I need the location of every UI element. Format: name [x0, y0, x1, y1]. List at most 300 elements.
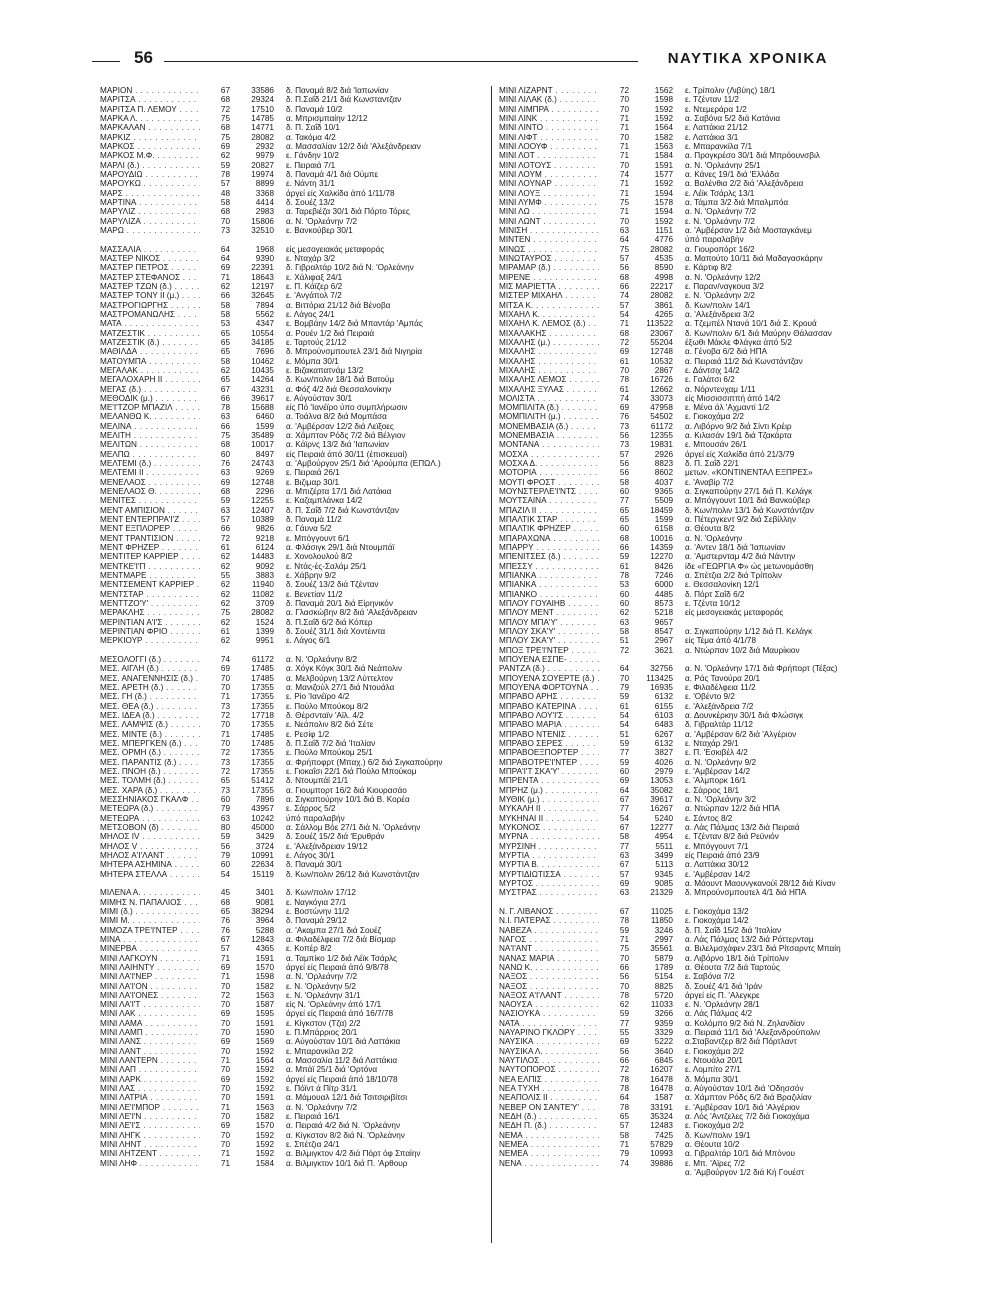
- ship-row: [499, 151, 864, 160]
- tonnage: 8426: [654, 561, 673, 571]
- position-note: δ. Μπρούνσμπουτελ 23/1 διά Νιγηρία: [286, 347, 423, 357]
- year-built: 72: [619, 1065, 629, 1075]
- ship-name: ΜΙΝΙ ΛΥΜΦ . . .: [499, 198, 599, 207]
- year-built: 60: [220, 449, 230, 459]
- position-note: α. Λιβόρνο 9/2 διά Σίντι Κρέιρ: [685, 421, 792, 431]
- ship-row: [499, 412, 864, 421]
- position-note: ε. Νταχάρ 29/1: [685, 738, 739, 748]
- ship-name: ΜΑΣΤΕΡ ΠΕΤΡΟΣ . . .: [100, 263, 200, 272]
- ship-name: ΜΕΣ. ΠΑΡΑΝΤΙΣ (δ.) . . .: [100, 758, 200, 767]
- ship-name: ΝΑΥΑΡΙΝΟ ΓΚΛΟΡΥ . . .: [499, 1028, 599, 1037]
- position-note: ε. Κίγκστον (Τζα) 2/2: [286, 1018, 361, 1028]
- year-built: 62: [220, 281, 230, 291]
- year-built: 72: [220, 766, 230, 776]
- position-note: α. 'Αντεν 18/1 διά 'Ιαπωνίαν: [685, 543, 786, 553]
- ship-row: [499, 431, 864, 440]
- ship-name: ΜΙΧΑΛΗΣ ΛΕΜΟΣ . . .: [499, 375, 599, 384]
- ship-row: [499, 851, 864, 860]
- tonnage: 1591: [654, 160, 673, 170]
- year-built: 54: [619, 813, 629, 823]
- position-note: α. Αύγούσταν 10/1 διά 'Οδησσόν: [685, 1084, 804, 1094]
- ship-name: ΝΑΤΑ . . .: [499, 1019, 599, 1028]
- year-built: 74: [619, 1158, 629, 1168]
- ship-name: ΜΕΝΤ ΑΜΠΙΣΙΟΝ . . .: [100, 506, 200, 515]
- year-built: 59: [619, 738, 629, 748]
- year-built: 64: [619, 664, 629, 674]
- position-note: ε. Π. 'Εσκιβέλ 4/2: [685, 748, 748, 758]
- ship-row: [499, 506, 864, 515]
- ship-name: ΜΕΛΠΩ . . .: [100, 450, 200, 459]
- ship-row: [499, 730, 864, 739]
- ship-name: ΜΠΡΑΒΟΕΞΠΟΡΤΕΡ . . .: [499, 748, 599, 757]
- ship-name: ΡΑΝΤΖΑ (δ.) . . .: [499, 664, 599, 673]
- position-note: έξωθι Μάκλε Φλάγκα άπό 5/2: [685, 337, 792, 347]
- tonnage: 12662: [650, 384, 673, 394]
- year-built: 53: [220, 319, 230, 329]
- year-built: 77: [619, 496, 629, 506]
- tonnage: 1598: [654, 95, 673, 105]
- ship-name: ΜΕΣ. ΟΡΜΗ (δ.) . . .: [100, 748, 200, 757]
- year-built: 71: [220, 692, 230, 702]
- ship-name: ΜΥΡΤΟΣ . . .: [499, 879, 599, 888]
- year-built: 51: [619, 729, 629, 739]
- year-built: 69: [220, 1009, 230, 1019]
- position-note: α. Τζεμπέλ Ντανά 10/1 διά Σ. Κρουά: [685, 319, 817, 329]
- tonnage: 2926: [654, 449, 673, 459]
- position-note: α. Θέουτα 8/2: [685, 524, 735, 534]
- ship-name: ΜΑΣΤΡΟΜΑΝΩΛΗΣ . . .: [100, 310, 200, 319]
- tonnage: 16267: [650, 804, 673, 814]
- year-built: 75: [619, 944, 629, 954]
- tonnage: 3429: [255, 832, 274, 842]
- year-built: 70: [619, 160, 629, 170]
- ship-row: [100, 506, 465, 515]
- position-note: α. 'Αμβούργον 1/2 διά Κή Γουέστ: [685, 1168, 805, 1178]
- ship-name: ΜΠΑΡΑΧΩΝΑ . . .: [499, 534, 599, 543]
- ship-row: [100, 133, 465, 142]
- position-note: ε. Ν. 'Ορλεάνην 2/2: [685, 291, 755, 301]
- ship-name: ΜΑΡΙΤΣΑ Π. ΛΕΜΟΥ . . .: [100, 105, 200, 114]
- ship-name: ΜΟΛΙΣΤΑ . . .: [499, 394, 599, 403]
- tonnage: 8573: [654, 599, 673, 609]
- year-built: 72: [619, 645, 629, 655]
- year-built: 71: [220, 1056, 230, 1066]
- ship-name: ΜΠΡΑΒΟΤΡΕ'Ι'ΝΤΕΡ . . .: [499, 758, 599, 767]
- ship-row: [100, 972, 465, 981]
- ship-name: ΜΙΜΟΖΑ ΤΡΕ'Ι'ΝΤΕΡ . . .: [100, 926, 200, 935]
- ship-name: ΜΑΣΤΕΡ ΤΟΝΥ ΙΙ (μ.) . . .: [100, 291, 200, 300]
- tonnage: 28082: [251, 132, 274, 142]
- ship-row: [499, 170, 864, 179]
- year-built: 68: [220, 123, 230, 133]
- ship-name: ΜΠΛΟΥ ΣΚΑ'Υ' . . .: [499, 636, 599, 645]
- ship-name: ΜΙΝΙ ΛΗΝΤ . . .: [100, 1140, 200, 1149]
- year-built: 70: [220, 216, 230, 226]
- ship-row: [100, 786, 465, 795]
- tonnage: 1399: [255, 627, 274, 637]
- tonnage: 10242: [251, 813, 274, 823]
- ship-row: [499, 618, 864, 627]
- year-built: 51: [619, 636, 629, 646]
- ship-name: ΜΠΙΑΝΚΟ . . .: [499, 590, 599, 599]
- year-built: 73: [619, 440, 629, 450]
- position-note: ε. Γιοκοχάμα 2/2: [685, 412, 744, 422]
- group-spacer: [499, 898, 864, 907]
- position-note: α. Μπρισμπαίην 12/12: [286, 113, 368, 123]
- ship-row: [100, 86, 465, 95]
- ship-name: ΜΕΝΤ ΦΡΗΖΕΡ . . .: [100, 543, 200, 552]
- position-note: ε. Ντουάλα 20/1: [685, 1056, 743, 1066]
- position-note: μετων. «ΚΟΝΤΙΝΕΝΤΑΛ ΕΞΠΡΕΣ»: [685, 468, 813, 478]
- year-built: 69: [220, 962, 230, 972]
- year-built: 71: [220, 953, 230, 963]
- tonnage: 1578: [654, 197, 673, 207]
- ship-row: [100, 720, 465, 729]
- year-built: 54: [619, 720, 629, 730]
- ship-row: [100, 273, 465, 282]
- ship-name: ΜΟΝΕΜΒΑΣΙΑ . . .: [499, 431, 599, 440]
- ship-row: [499, 254, 864, 263]
- tonnage: 6132: [654, 692, 673, 702]
- position-note: δ. Παναμά 11/2: [286, 515, 342, 525]
- year-built: 70: [220, 1046, 230, 1056]
- ship-name: ΜΕΝΕΛΑΟΣ Θ. . . .: [100, 487, 200, 496]
- position-note: α. Γάυνα 5/2: [286, 524, 332, 534]
- position-note: α. Σιγκαπούρην 1/12 διά Π. Κελάγκ: [685, 627, 813, 637]
- tonnage: 35324: [650, 1112, 673, 1122]
- ship-row: [100, 982, 465, 991]
- ship-row: [100, 963, 465, 972]
- year-built: 69: [220, 141, 230, 151]
- ship-row: [100, 991, 465, 1000]
- tonnage: 1592: [255, 1149, 274, 1159]
- ship-name: Ν.Ι. ΠΑΤΕΡΑΣ . . .: [499, 916, 599, 925]
- ship-row: [100, 114, 465, 123]
- tonnage: 28082: [650, 244, 673, 254]
- year-built: 78: [619, 916, 629, 926]
- tonnage: 11850: [650, 916, 673, 926]
- tonnage: 3964: [255, 916, 274, 926]
- ship-name: ΜΙΝΤΕΝ . . .: [499, 235, 599, 244]
- ship-row: [499, 543, 864, 552]
- ship-row: [100, 123, 465, 132]
- ship-row: [499, 748, 864, 757]
- ship-name: ΝΕΜΑ . . .: [499, 1131, 599, 1140]
- ship-row: [499, 963, 864, 972]
- tonnage: 21329: [650, 888, 673, 898]
- tonnage: 1592: [255, 1130, 274, 1140]
- year-built: 57: [619, 253, 629, 263]
- year-built: 64: [220, 244, 230, 254]
- position-note: α. Ρουέν 1/2 διά Πειραιά: [286, 328, 375, 338]
- position-note: α. Γιουροπόρτ 16/2: [685, 244, 755, 254]
- tonnage: 9979: [255, 151, 274, 161]
- position-note: α. Βαλένθια 2/2 διά 'Αλεξάνδρεια: [685, 179, 804, 189]
- ship-name: ΜΑΡΚΟΣ . . .: [100, 142, 200, 151]
- group-spacer: [100, 235, 465, 244]
- ship-name: ΜΕΡΚΙΟΥΡ . . .: [100, 636, 200, 645]
- year-built: 67: [220, 934, 230, 944]
- position-note: άργεί είς Πειραιά άπό 18/10/78: [286, 1074, 398, 1084]
- ship-row: [499, 142, 864, 151]
- year-built: 70: [619, 95, 629, 105]
- ship-name: ΜΕΣΟΛΟΓΓΙ (δ.) . . .: [100, 655, 200, 664]
- ship-row: [100, 1131, 465, 1140]
- ship-name: ΜΑΡΛΙ (δ.) . . .: [100, 161, 200, 170]
- position-note: ε. 'Αναβίρ 7/2: [685, 477, 734, 487]
- ship-row: [100, 151, 465, 160]
- ship-row: [499, 282, 864, 291]
- position-note: ε. Λάγος 24/1: [286, 309, 335, 319]
- tonnage: 5154: [654, 972, 673, 982]
- year-built: 62: [220, 580, 230, 590]
- position-note: ε. Π. Κάϊζερ 6/2: [286, 281, 343, 291]
- ship-row: [499, 114, 864, 123]
- position-note: α. Ν. 'Ορλεάνην 9/2: [685, 757, 757, 767]
- ship-name: ΝΕΔΗ (δ.) . . .: [499, 1112, 599, 1121]
- year-built: 69: [220, 263, 230, 273]
- ship-row: [499, 105, 864, 114]
- year-built: 73: [220, 701, 230, 711]
- position-note: α. Ν. 'Ορλεάνην 25/1: [685, 160, 761, 170]
- tonnage: 17510: [251, 104, 274, 114]
- tonnage: 9085: [654, 878, 673, 888]
- position-note: α. 'Αλεξάνδρεια 3/2: [685, 309, 755, 319]
- ship-row: [499, 823, 864, 832]
- tonnage: 3861: [654, 300, 673, 310]
- position-note: α. Φρήποφρτ (Μπαχ.) 6/2 διά Σιγκαπούρην: [286, 757, 443, 767]
- tonnage: 8547: [654, 627, 673, 637]
- year-built: 60: [220, 860, 230, 870]
- year-built: 59: [619, 692, 629, 702]
- tonnage: 12748: [650, 347, 673, 357]
- tonnage: 5509: [654, 496, 673, 506]
- tonnage: 45000: [251, 822, 274, 832]
- ship-row: [100, 776, 465, 785]
- tonnage: 6000: [654, 580, 673, 590]
- ship-name: ΜΠΑΖΙΛ ΙΙ . . .: [499, 506, 599, 515]
- ship-name: ΜΠΟΥΕΝΑ ΕΣΠΕ- . . .: [499, 655, 599, 664]
- ship-row: [499, 1047, 864, 1056]
- ship-row: [100, 1000, 465, 1009]
- year-built: 73: [619, 421, 629, 431]
- ship-row: [100, 245, 465, 254]
- ship-row: [499, 860, 864, 869]
- ship-name: ΜΠΙΑΝΚΑ . . .: [499, 571, 599, 580]
- position-note: ε. Βιζακαπατνάμ 13/2: [286, 365, 364, 375]
- year-built: 73: [220, 757, 230, 767]
- year-built: 69: [220, 1074, 230, 1084]
- group-spacer: [100, 646, 465, 655]
- tonnage: 3246: [654, 925, 673, 935]
- year-built: 55: [220, 571, 230, 581]
- year-built: 61: [220, 627, 230, 637]
- year-built: 62: [220, 151, 230, 161]
- ship-name: ΝΑΞΟΣ . . .: [499, 972, 599, 981]
- year-built: 66: [220, 421, 230, 431]
- position-note: δ. Πόρτ Σαΐδ 6/2: [685, 589, 745, 599]
- ship-name: ΜΠΡΕΝΤΑ . . .: [499, 776, 599, 785]
- position-note: ε. Σάρρος 5/2: [286, 804, 336, 814]
- position-note: ε. Ρεσίφ 1/2: [286, 729, 330, 739]
- position-note: δ. Κων/πολιν 17/12: [286, 888, 356, 898]
- tonnage: 8602: [654, 468, 673, 478]
- position-note: ε. Ν. 'Ορλεάνην 5/2: [286, 981, 356, 991]
- ship-row: [100, 627, 465, 636]
- position-note: α. Γένοβα 6/2 διά ΗΠΑ: [685, 347, 768, 357]
- ship-row: [100, 702, 465, 711]
- ship-row: [499, 683, 864, 692]
- ship-row: [499, 1093, 864, 1102]
- year-built: 68: [220, 487, 230, 497]
- ship-row: [100, 860, 465, 869]
- position-note: α. Θέουτα 7/2 διά Ταρτούς: [685, 962, 780, 972]
- ship-row: [100, 422, 465, 431]
- ship-name: ΜΕΝΤ ΤΡΑΝΤΙΣΙΟΝ . . .: [100, 534, 200, 543]
- year-built: 77: [619, 748, 629, 758]
- ship-row: [100, 711, 465, 720]
- tonnage: 3329: [654, 1028, 673, 1038]
- position-note: είς Πό 'Ιανέϊρο ύπο συμπλήρωσιν: [286, 403, 408, 413]
- ship-name: ΜΕΝΤ ΕΞΠΛΟΡΕΡ . . .: [100, 524, 200, 533]
- ship-row: [499, 1000, 864, 1009]
- ship-row: [499, 366, 864, 375]
- tonnage: 12277: [650, 822, 673, 832]
- position-note: α. Κιλασάν 19/1 διά Τζακάρτα: [685, 431, 792, 441]
- position-note: δ. Π. Σαΐδ 7/2 διά Κωνστάντζαν: [286, 505, 399, 515]
- ship-name: ΜΙΧΑΛΗΣ (μ.) . . .: [499, 338, 599, 347]
- tonnage: 14771: [251, 123, 274, 133]
- ship-row: [100, 347, 465, 356]
- tonnage: 19831: [650, 440, 673, 450]
- tonnage: 39886: [650, 1158, 673, 1168]
- position-note: α. Μπιζέρτα 17/1 διά Λατάκια: [286, 487, 392, 497]
- tonnage: 6132: [654, 738, 673, 748]
- tonnage: 1592: [255, 1074, 274, 1084]
- year-built: 69: [220, 1121, 230, 1131]
- tonnage: 17485: [251, 729, 274, 739]
- ship-name: ΜΙΝΩΤΑΥΡΟΣ . . .: [499, 254, 599, 263]
- tonnage: 2867: [654, 365, 673, 375]
- ship-row: [499, 235, 864, 244]
- tonnage: 1592: [255, 1140, 274, 1150]
- ship-row: [499, 711, 864, 720]
- position-note: ε. Δάντσιχ 14/2: [685, 365, 740, 375]
- tonnage: 9092: [255, 561, 274, 571]
- year-built: 70: [220, 1130, 230, 1140]
- ship-name: ΜΟΝΤΑΝΑ . . .: [499, 440, 599, 449]
- year-built: 68: [619, 533, 629, 543]
- year-built: 60: [619, 599, 629, 609]
- position-note: ε. Σπέτζια 24/1: [286, 1140, 340, 1150]
- ship-name: ΜΙΝΙ ΛΑΓΚΟΥΝ . . .: [100, 954, 200, 963]
- year-built: 59: [220, 832, 230, 842]
- position-note: ε. Πούλο Μπούκομ 8/2: [286, 701, 369, 711]
- ship-name: ΜΕΣ. ΜΙΝΤΕ (δ.) . . .: [100, 730, 200, 739]
- ship-name: ΜΕΝΤ ΕΝΤΕΡΠΡΑ'Ι'Ζ . . .: [100, 515, 200, 524]
- ship-row: [100, 301, 465, 310]
- position-note: δ. Κων/πολιν 19/1: [685, 1130, 751, 1140]
- ship-row: [100, 496, 465, 505]
- ship-row: [100, 1121, 465, 1130]
- ship-row: [100, 758, 465, 767]
- ship-row: [100, 291, 465, 300]
- ship-row: [499, 207, 864, 216]
- ship-name: ΜΑΣΤΕΡ ΤΖΩΝ (δ.) . . .: [100, 282, 200, 291]
- tonnage: 1563: [255, 990, 274, 1000]
- year-built: 70: [220, 673, 230, 683]
- year-built: 76: [220, 925, 230, 935]
- position-note: άργεί είς Πειραιά άπό 9/8/78: [286, 962, 389, 972]
- position-note: άργεί είς Χαλκίδα άπό 1/11/78: [286, 188, 395, 198]
- ship-name: ΜΕΤΕΩΡΑ (δ.) . . .: [100, 804, 200, 813]
- year-built: 74: [619, 393, 629, 403]
- ship-row: [100, 310, 465, 319]
- ship-row: [499, 375, 864, 384]
- ship-row: [100, 1047, 465, 1056]
- ship-row: [100, 394, 465, 403]
- position-note: α. Αύγούσταν 10/1 διά Λαττάκια: [286, 1037, 401, 1047]
- tonnage: 1599: [654, 515, 673, 525]
- ship-name: ΜΠΡΑΒΟ ΑΡΗΣ . . .: [499, 692, 599, 701]
- tonnage: 1592: [654, 179, 673, 189]
- ship-row: [499, 385, 864, 394]
- year-built: 75: [220, 431, 230, 441]
- tonnage: 22217: [650, 281, 673, 291]
- tonnage: 61172: [251, 655, 274, 665]
- ship-name: ΜΙΣΤΕΡ ΜΙΧΑΗΛ . . .: [499, 291, 599, 300]
- position-note: α. Λάς Πάλμας 13/2 διά Ρόττερνταμ: [685, 934, 814, 944]
- ship-name: ΝΑΝΩ Κ. . . .: [499, 963, 599, 972]
- ship-name: ΜΟΥΝΣΤΕΡΛΕ'Ι'ΝΤΣ . . .: [499, 487, 599, 496]
- ship-name: ΜΙΝΙ ΛΙΜΠΡΑ . . .: [499, 105, 599, 114]
- ship-name: ΜΥΚΗΝΑΙ ΙΙ . . .: [499, 814, 599, 823]
- position-note: δ. Γιβραλτάρ 11/12: [685, 720, 753, 730]
- position-note: α. Μάμουαλ 12/1 διά Τσιτσιριβίτσι: [286, 1093, 408, 1103]
- ship-name: ΜΙΝΙ ΛΑΙΗΝΤΥ . . .: [100, 963, 200, 972]
- year-built: 70: [619, 104, 629, 114]
- tonnage: 1569: [255, 1037, 274, 1047]
- position-note: δ. Παναμά 10/2: [286, 104, 343, 114]
- year-built: 60: [619, 524, 629, 534]
- tonnage: 17355: [251, 720, 274, 730]
- ship-name: ΜΑΡΚΑ Λ. . . .: [100, 114, 200, 123]
- year-built: 78: [619, 990, 629, 1000]
- ship-row: [100, 543, 465, 552]
- tonnage: 7425: [654, 1130, 673, 1140]
- tonnage: 15119: [251, 869, 274, 879]
- ship-name: ΜΑΡΙΤΣΑ . . .: [100, 95, 200, 104]
- ship-name: ΝΕΜΕΑ . . .: [499, 1140, 599, 1149]
- position-note: α. Ν. 'Ορλεάνην 7/2: [286, 1102, 358, 1112]
- ship-name: ΜΙΛΕΝΑ Α. . . .: [100, 888, 200, 897]
- ship-name: ΜΕΝΤΜΑΡΕ . . .: [100, 571, 200, 580]
- position-note: ε. Κοπέρ 8/2: [286, 944, 332, 954]
- ship-group: [100, 86, 465, 235]
- position-note: α. Χάμπτον Ρόδς 7/2 διά Βέλγιον: [286, 431, 406, 441]
- year-built: 63: [220, 412, 230, 422]
- ship-name: ΜΕΝΤΚΕ'Ι'Π . . .: [100, 562, 200, 571]
- ship-row: [100, 888, 465, 897]
- position-note: δ. Μπρούνσμπουτελ 4/1 διά ΗΠΑ: [685, 888, 807, 898]
- tonnage: 4026: [654, 757, 673, 767]
- position-note: ε. Χονολουλού 8/2: [286, 552, 353, 562]
- ship-name: ΜΙΝΙ ΛΟΤΟΥΣ . . .: [499, 161, 599, 170]
- tonnage: 19974: [251, 169, 274, 179]
- tonnage: 4037: [654, 477, 673, 487]
- ship-row: [100, 412, 465, 421]
- tonnage: 1577: [654, 169, 673, 179]
